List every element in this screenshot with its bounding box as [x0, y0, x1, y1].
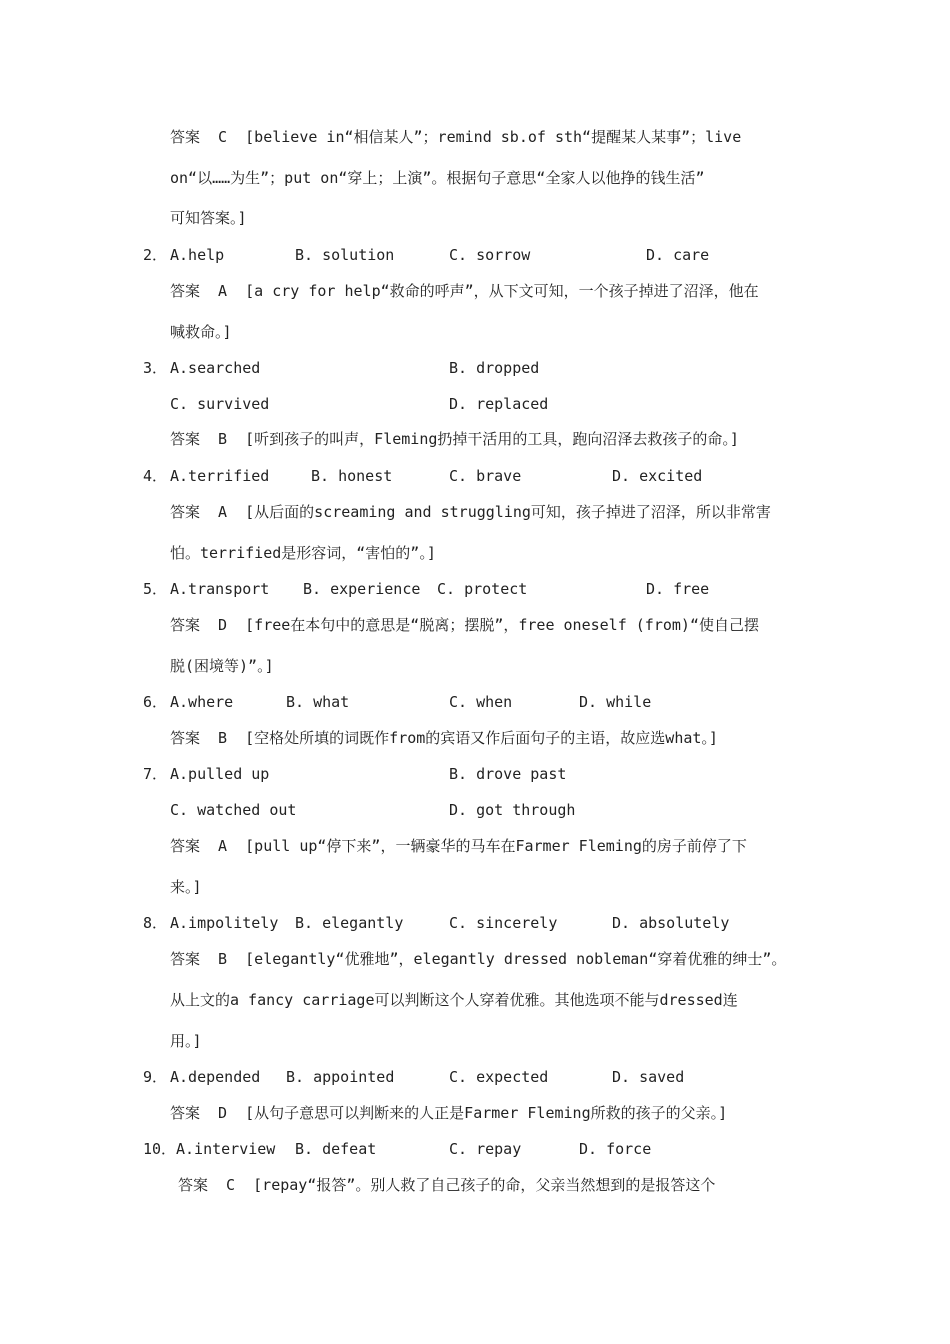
q3-option-d: D. replaced — [449, 395, 549, 413]
q9-option-d: D. saved — [612, 1068, 685, 1086]
q4-option-a: A.terrified — [170, 467, 270, 485]
q8-option-b: B. elegantly — [295, 914, 404, 932]
q5-answer-line-2: 脱(困境等)”。] — [170, 657, 274, 675]
question-number-7: 7． — [143, 765, 168, 783]
q1-answer-line-1: 答案 C [believe in“相信某人”；remind sb.of sth“提醒某人某事”；live — [170, 128, 742, 146]
q8-answer-line-3: 用。] — [170, 1032, 202, 1050]
q10-option-d: D. force — [579, 1140, 652, 1158]
q2-answer-line-2: 喊救命。] — [170, 323, 232, 341]
q5-option-b: B. experience — [303, 580, 421, 598]
question-number-4: 4． — [143, 467, 168, 485]
q10-option-b: B. defeat — [295, 1140, 377, 1158]
q8-option-c: C. sincerely — [449, 914, 558, 932]
q7-option-c: C. watched out — [170, 801, 297, 819]
q3-option-a: A.searched — [170, 359, 261, 377]
q8-option-a: A.impolitely — [170, 914, 279, 932]
question-number-5: 5． — [143, 580, 168, 598]
question-number-10: 10． — [143, 1140, 177, 1158]
q2-option-c: C. sorrow — [449, 246, 531, 264]
q8-answer-line-1: 答案 B [elegantly“优雅地”，elegantly dressed nobleman“穿着优雅的绅士”。 — [170, 950, 787, 968]
q10-option-a: A.interview — [176, 1140, 276, 1158]
q3-answer-line-1: 答案 B [听到孩子的叫声，Fleming扔掉干活用的工具，跑向沼泽去救孩子的命。] — [170, 430, 739, 448]
q6-answer-line-1: 答案 B [空格处所填的词既作from的宾语又作后面句子的主语，故应选what。] — [170, 729, 718, 747]
q2-answer-line-1: 答案 A [a cry for help“救命的呼声”，从下文可知，一个孩子掉进了沼泽，他在 — [170, 282, 759, 300]
q9-option-c: C. expected — [449, 1068, 549, 1086]
q8-option-d: D. absolutely — [612, 914, 730, 932]
q9-answer-line-1: 答案 D [从句子意思可以判断来的人正是Farmer Fleming所救的孩子的父亲。] — [170, 1104, 728, 1122]
q5-answer-line-1: 答案 D [free在本句中的意思是“脱离；摆脱”，free oneself (from)“使自己摆 — [170, 616, 759, 634]
question-number-2: 2． — [143, 246, 168, 264]
q5-option-a: A.transport — [170, 580, 270, 598]
q1-answer-line-3: 可知答案。] — [170, 209, 247, 227]
q3-option-b: B. dropped — [449, 359, 540, 377]
q6-option-b: B. what — [286, 693, 350, 711]
q1-answer-line-2: on“以……为生”；put on“穿上；上演”。根据句子意思“全家人以他挣的钱生活” — [170, 169, 705, 187]
q3-option-c: C. survived — [170, 395, 270, 413]
q7-option-b: B. drove past — [449, 765, 567, 783]
q6-option-c: C. when — [449, 693, 513, 711]
q10-option-c: C. repay — [449, 1140, 522, 1158]
q2-option-d: D. care — [646, 246, 710, 264]
question-number-3: 3． — [143, 359, 168, 377]
q7-option-d: D. got through — [449, 801, 576, 819]
question-number-6: 6． — [143, 693, 168, 711]
q4-option-c: C. brave — [449, 467, 522, 485]
q5-option-d: D. free — [646, 580, 710, 598]
q4-option-d: D. excited — [612, 467, 703, 485]
q10-answer-line-1: 答案 C [repay“报答”。别人救了自己孩子的命，父亲当然想到的是报答这个 — [178, 1176, 716, 1194]
q9-option-b: B. appointed — [286, 1068, 395, 1086]
q8-answer-line-2: 从上文的a fancy carriage可以判断这个人穿着优雅。其他选项不能与dressed连 — [170, 991, 738, 1009]
q4-answer-line-1: 答案 A [从后面的screaming and struggling可知，孩子掉进了沼泽，所以非常害 — [170, 503, 771, 521]
q7-answer-line-1: 答案 A [pull up“停下来”，一辆豪华的马车在Farmer Fleming的房子前停了下 — [170, 837, 747, 855]
q5-option-c: C. protect — [437, 580, 528, 598]
question-number-9: 9． — [143, 1068, 168, 1086]
q7-option-a: A.pulled up — [170, 765, 270, 783]
q9-option-a: A.depended — [170, 1068, 261, 1086]
question-number-8: 8． — [143, 914, 168, 932]
q6-option-d: D. while — [579, 693, 652, 711]
q7-answer-line-2: 来。] — [170, 878, 202, 896]
q2-option-b: B. solution — [295, 246, 395, 264]
q6-option-a: A.where — [170, 693, 234, 711]
q4-option-b: B. honest — [311, 467, 393, 485]
q2-option-a: A.help — [170, 246, 225, 264]
q4-answer-line-2: 怕。terrified是形容词，“害怕的”。] — [170, 544, 436, 562]
